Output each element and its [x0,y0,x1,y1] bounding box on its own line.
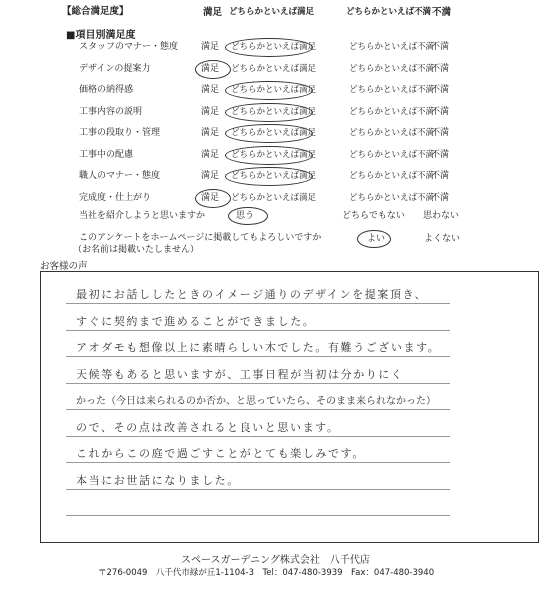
option-somewhat-satisfied[interactable]: どちらかといえば満足 [231,85,317,95]
item-label: デザインの提案力 [79,63,151,74]
option-somewhat-satisfied[interactable]: どちらかといえば満足 [231,42,317,52]
publish-option-yes[interactable]: よい [367,234,386,244]
option-somewhat-dissatisfied[interactable]: どちらかといえば不満 [349,128,435,138]
selection-circle [195,189,231,208]
ruled-line [66,489,450,490]
option-satisfied[interactable]: 満足 [201,149,220,160]
voice-line: 本当にお世話になりました。 [76,473,240,487]
ruled-line [66,436,450,437]
company-address: 〒276-0049 八千代市緑が丘1-1104-3 Tel：047-480-3939 Fax：047-480-3940 [98,568,435,578]
voice-line: すぐに契約まで進めることができました。 [76,314,316,328]
publish-question: このアンケートをホームページに掲載してもよろしいですか [79,233,322,243]
overall-header-dissatisfied: 不満 [432,7,452,18]
voice-line: これからこの庭で過ごすことがとても楽しみです。 [76,447,365,460]
ruled-line [66,409,450,410]
voice-line: ので、その点は改善されると良いと思います。 [76,420,340,434]
selection-circle [225,124,313,143]
option-somewhat-satisfied[interactable]: どちらかといえば満足 [231,192,317,203]
option-dissatisfied[interactable]: 不満 [431,171,450,181]
option-somewhat-dissatisfied[interactable]: どちらかといえば不満 [349,171,435,181]
item-label: スタッフのマナー・態度 [79,42,179,52]
option-somewhat-dissatisfied[interactable]: どちらかといえば不満 [349,63,435,74]
option-satisfied[interactable]: 満足 [201,63,220,74]
publish-question-note: （お名前は掲載いたしません） [73,245,200,255]
recommend-option-yes[interactable]: 思う [236,211,255,221]
overall-header-somewhat-dissatisfied: どちらかといえば不満 [346,7,432,17]
option-satisfied[interactable]: 満足 [201,128,220,138]
option-dissatisfied[interactable]: 不満 [431,42,450,52]
voice-line: 最初にお話ししたときのイメージ通りのデザインを提案頂き、 [76,288,428,301]
option-dissatisfied[interactable]: 不満 [431,149,450,160]
option-somewhat-dissatisfied[interactable]: どちらかといえば不満 [349,42,435,52]
item-label: 価格の納得感 [79,85,134,95]
item-label: 完成度・仕上がり [79,192,152,203]
option-satisfied[interactable]: 満足 [201,171,220,181]
publish-option-no[interactable]: よくない [424,234,461,244]
option-satisfied[interactable]: 満足 [201,85,220,95]
option-dissatisfied[interactable]: 不満 [431,85,450,95]
option-somewhat-dissatisfied[interactable]: どちらかといえば不満 [349,85,435,95]
items-title: ■項目別満足度 [66,30,136,41]
selection-circle [195,60,231,79]
option-satisfied[interactable]: 満足 [201,42,220,52]
voice-line: アオダモも想像以上に素晴らしい木でした。有難うございます。 [76,341,441,354]
overall-header-satisfied: 満足 [203,7,223,18]
ruled-line [66,356,450,357]
option-somewhat-satisfied[interactable]: どちらかといえば満足 [231,171,317,181]
item-label: 工事内容の説明 [79,106,143,117]
recommend-selection-circle [228,207,268,225]
item-label: 職人のマナー・態度 [79,171,161,181]
selection-circle [225,81,313,100]
ruled-line [66,462,450,463]
selection-circle [225,167,313,186]
option-somewhat-satisfied[interactable]: どちらかといえば満足 [231,128,317,138]
ruled-line [66,330,450,331]
option-somewhat-dissatisfied[interactable]: どちらかといえば不満 [349,106,435,117]
overall-header-somewhat-satisfied: どちらかといえば満足 [229,7,315,17]
recommend-option-neutral[interactable]: どちらでもない [342,211,405,221]
option-somewhat-satisfied[interactable]: どちらかといえば満足 [231,106,317,117]
voice-title: お客様の声 [40,261,88,272]
voice-line: かった（今日は来られるのか否か、と思っていたら、そのまま来られなかった） [76,396,436,407]
company-name: スペースガーデニング株式会社 八千代店 [181,555,370,566]
item-label: 工事中の配慮 [79,149,134,160]
selection-circle [225,146,313,165]
overall-title: 【総合満足度】 [62,6,129,17]
voice-line: 天候等もあると思いますが、工事日程が当初は分かりにく [76,367,404,381]
option-satisfied[interactable]: 満足 [201,106,220,117]
option-somewhat-satisfied[interactable]: どちらかといえば満足 [231,63,317,74]
option-satisfied[interactable]: 満足 [201,192,220,203]
publish-selection-circle [357,230,391,248]
option-somewhat-dissatisfied[interactable]: どちらかといえば不満 [349,149,435,160]
ruled-line [66,383,450,384]
ruled-line [66,303,450,304]
recommend-option-no[interactable]: 思わない [423,211,460,221]
selection-circle [225,38,313,57]
option-dissatisfied[interactable]: 不満 [431,106,450,117]
option-somewhat-dissatisfied[interactable]: どちらかといえば不満 [349,192,435,203]
option-somewhat-satisfied[interactable]: どちらかといえば満足 [231,149,317,160]
recommend-question: 当社を紹介しようと思いますか [79,211,206,221]
option-dissatisfied[interactable]: 不満 [431,128,450,138]
option-dissatisfied[interactable]: 不満 [431,63,450,74]
selection-circle [225,103,313,122]
ruled-line [66,515,450,516]
option-dissatisfied[interactable]: 不満 [431,192,450,203]
item-label: 工事の段取り・管理 [79,128,161,138]
